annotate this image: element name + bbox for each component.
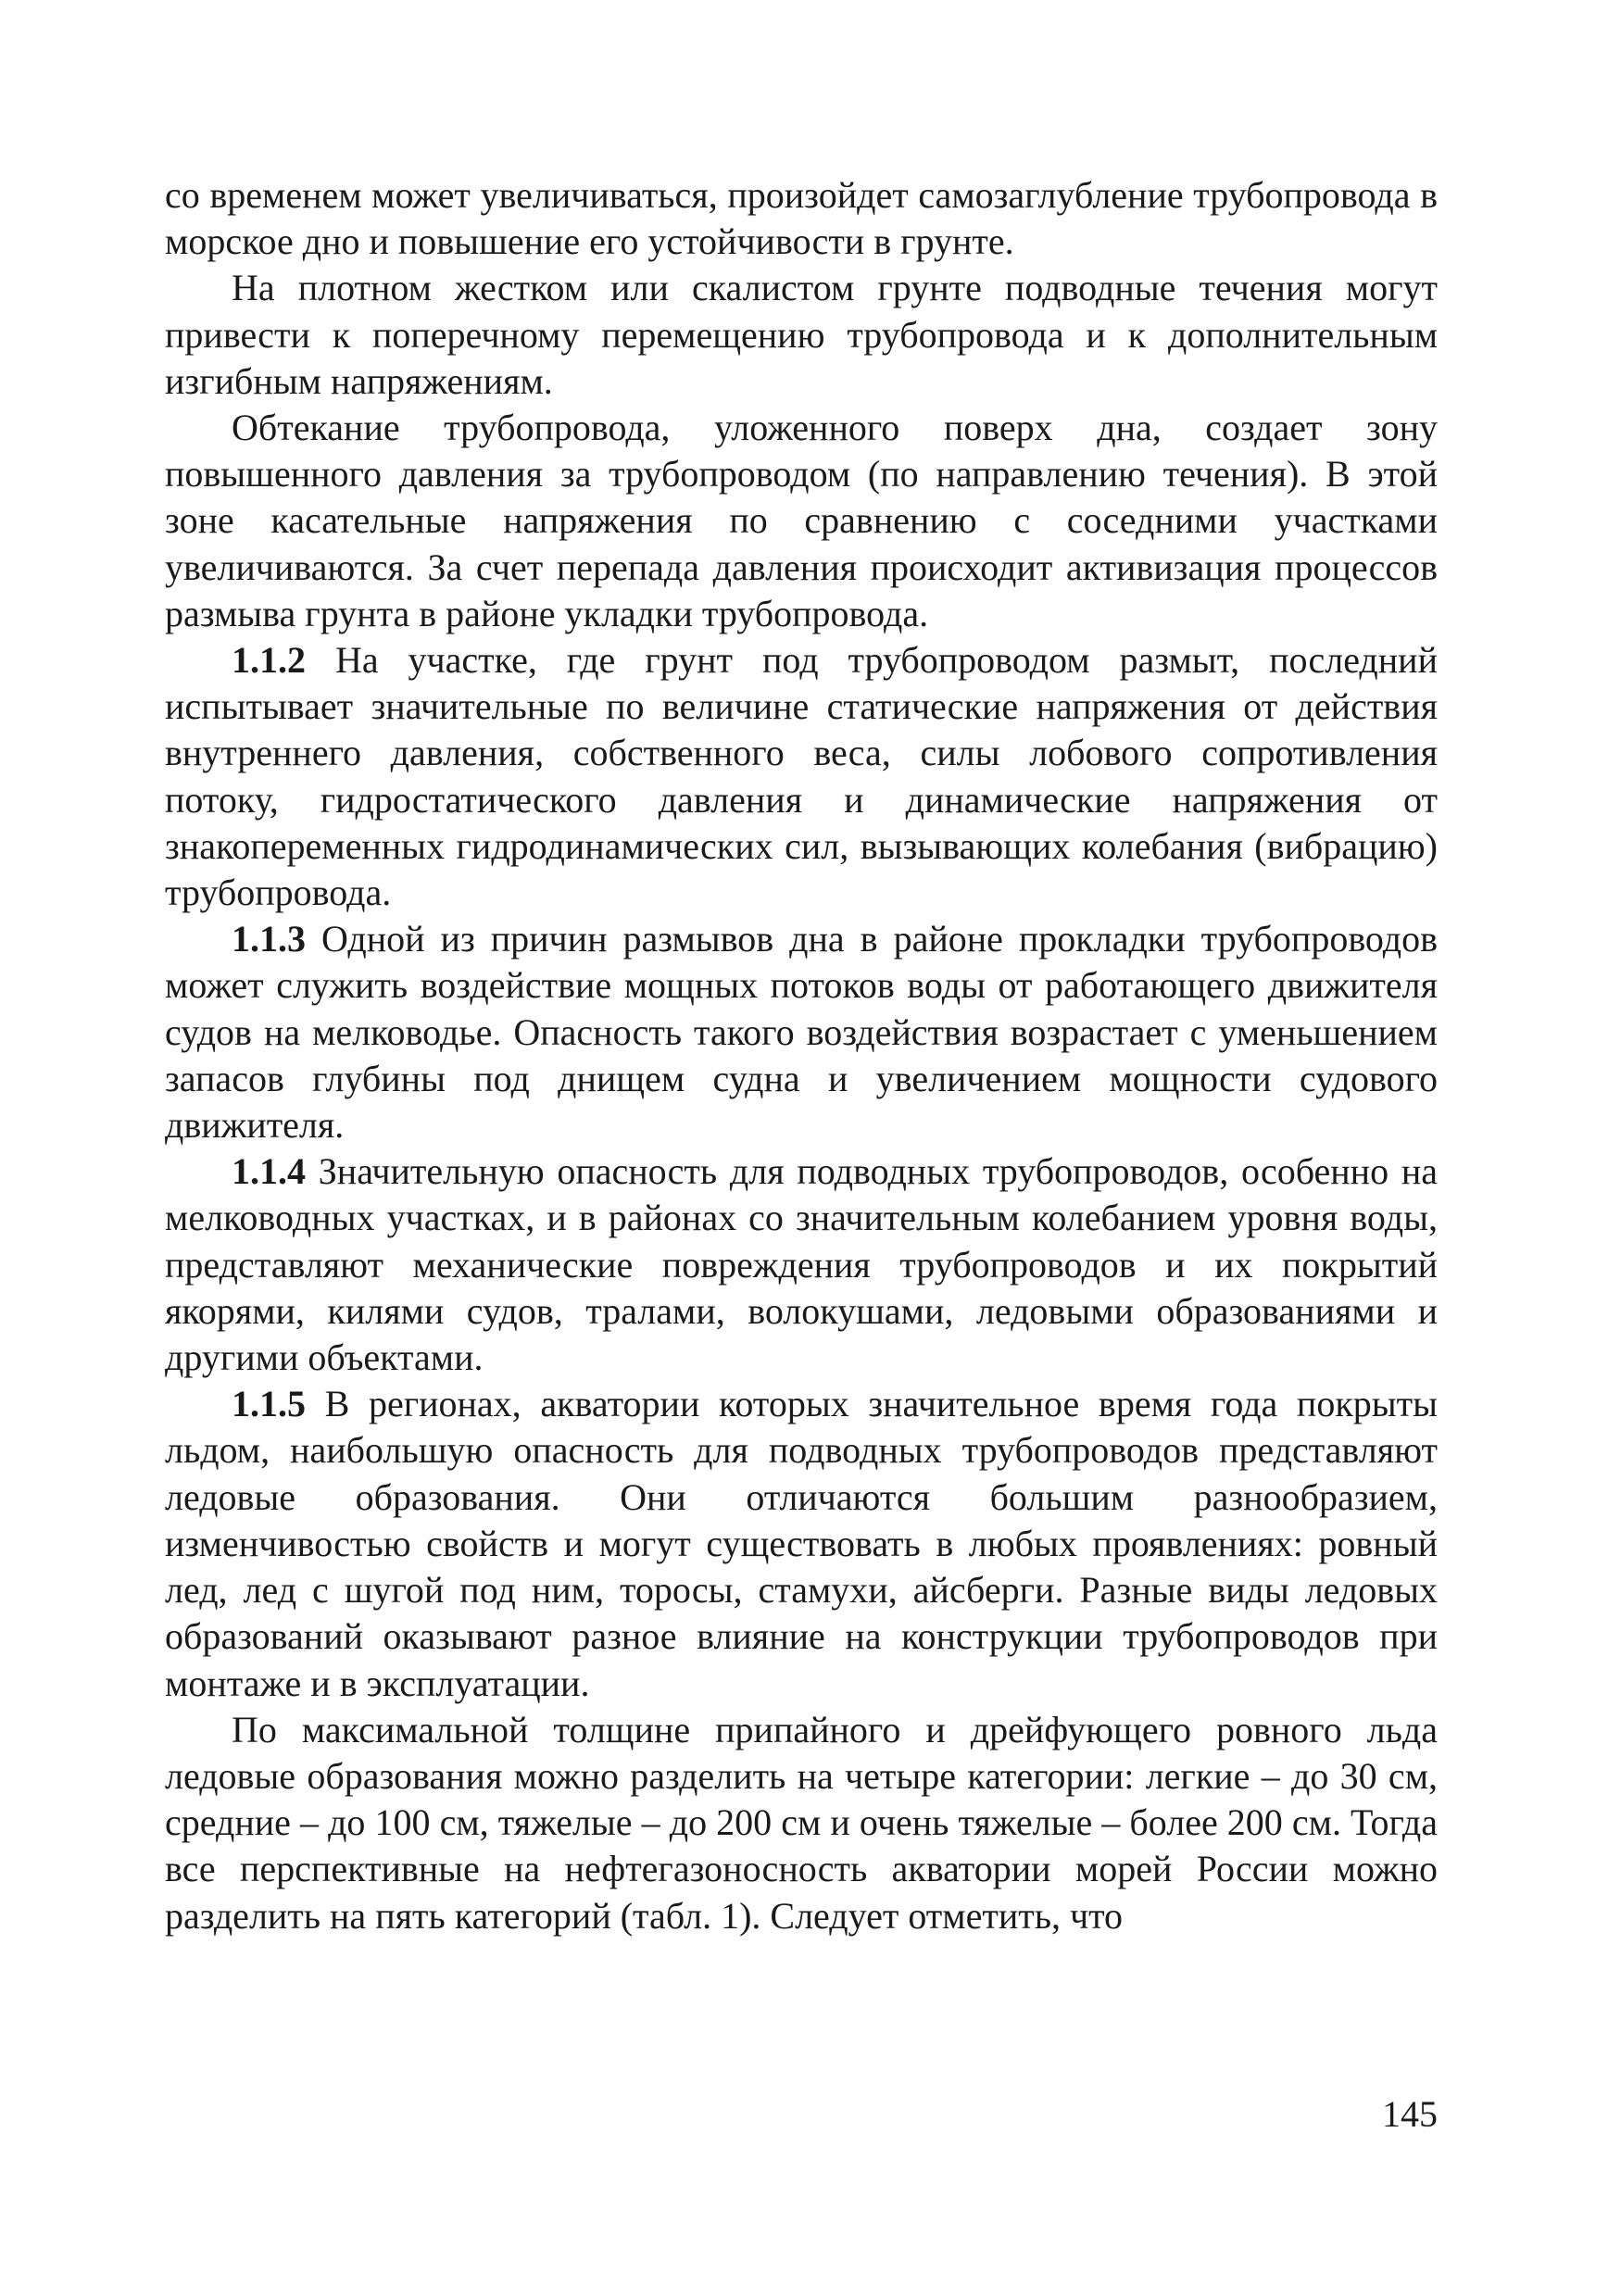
paragraph-text: На плотном жестком или скалистом грунте подводные течения могут привести к поперечному перемещению трубопровода и к дополнительным изгибным напряжениям. bbox=[165, 267, 1438, 402]
section-number: 1.1.5 bbox=[232, 1383, 306, 1425]
paragraph-text: Одной из причин размывов дна в районе прокладки трубопроводов может служить воздействие мощных потоков воды от работающего движителя судов на мелководье. Опасность такого воздействия возрастает с уменьшением запасов глубины под днищем судна и увеличением мощности судового движителя. bbox=[165, 918, 1439, 1147]
paragraph-text: со временем может увеличиваться, произойдет самозаглубление трубопровода в морское дно и повышение его устойчивости в грунте. bbox=[165, 174, 1438, 263]
page-number: 145 bbox=[1382, 2093, 1438, 2135]
paragraph-continuation bbox=[165, 172, 1438, 265]
paragraph bbox=[165, 405, 1438, 637]
paragraph bbox=[165, 1707, 1438, 1939]
paragraph-1-1-5 bbox=[165, 1381, 1438, 1706]
paragraph-text: Значительную опасность для подводных трубопроводов, особенно на мелководных участках, и в районах со значительным колебанием уровня воды, представляют механические повреждения трубопроводов и их покрытий якорями, килями судов, тралами, волокушами, ледовыми образованиями и другими объектами. bbox=[165, 1150, 1439, 1379]
paragraph-1-1-4 bbox=[165, 1148, 1438, 1381]
paragraph-text: На участке, где грунт под трубопроводом размыт, последний испытывает значительные по величине статические напряжения от действия внутреннего давления, собственного веса, силы лобового сопротивления потоку, гидростатического давления и динамические напряжения от знакопеременных гидродинамических сил, вызывающих колебания (вибрацию) трубопровода. bbox=[165, 639, 1438, 914]
paragraph-text: Обтекание трубопровода, уложенного поверх дна, создает зону повышенного давления за трубопроводом (по направлению течения). В этой зоне касательные напряжения по сравнению с соседними участками увеличиваются. За счет перепада давления происходит активизация процессов размыва грунта в районе укладки трубопровода. bbox=[165, 407, 1438, 634]
section-number: 1.1.3 bbox=[232, 918, 306, 960]
paragraph bbox=[165, 265, 1438, 405]
paragraph-text: В регионах, акватории которых значительное время года покрыты льдом, наибольшую опасность для подводных трубопроводов представляют ледовые образования. Они отличаются большим разнообразием, изменчивостью свойств и могут существовать в любых проявлениях: ровный лед, лед с шугой под ним, торосы, стамухи, айсберги. Разные виды ледовых образований оказывают разное влияние на конструкции трубопроводов при монтаже и в эксплуатации. bbox=[165, 1383, 1438, 1704]
section-number: 1.1.2 bbox=[232, 639, 306, 682]
section-number: 1.1.4 bbox=[232, 1150, 306, 1193]
paragraph-1-1-2 bbox=[165, 637, 1438, 916]
body-text bbox=[165, 172, 1438, 1939]
paragraph-1-1-3 bbox=[165, 916, 1438, 1148]
paragraph-text: По максимальной толщине припайного и дрейфующего ровного льда ледовые образования можно разделить на четыре категории: легкие – до 30 см, средние – до 100 см, тяжелые – до 200 см и очень тяжелые – более 200 см. Тогда все перспективные на нефтегазоносность акватории морей России можно разделить на пять категорий (табл. 1). Следует отметить, что bbox=[165, 1708, 1438, 1937]
